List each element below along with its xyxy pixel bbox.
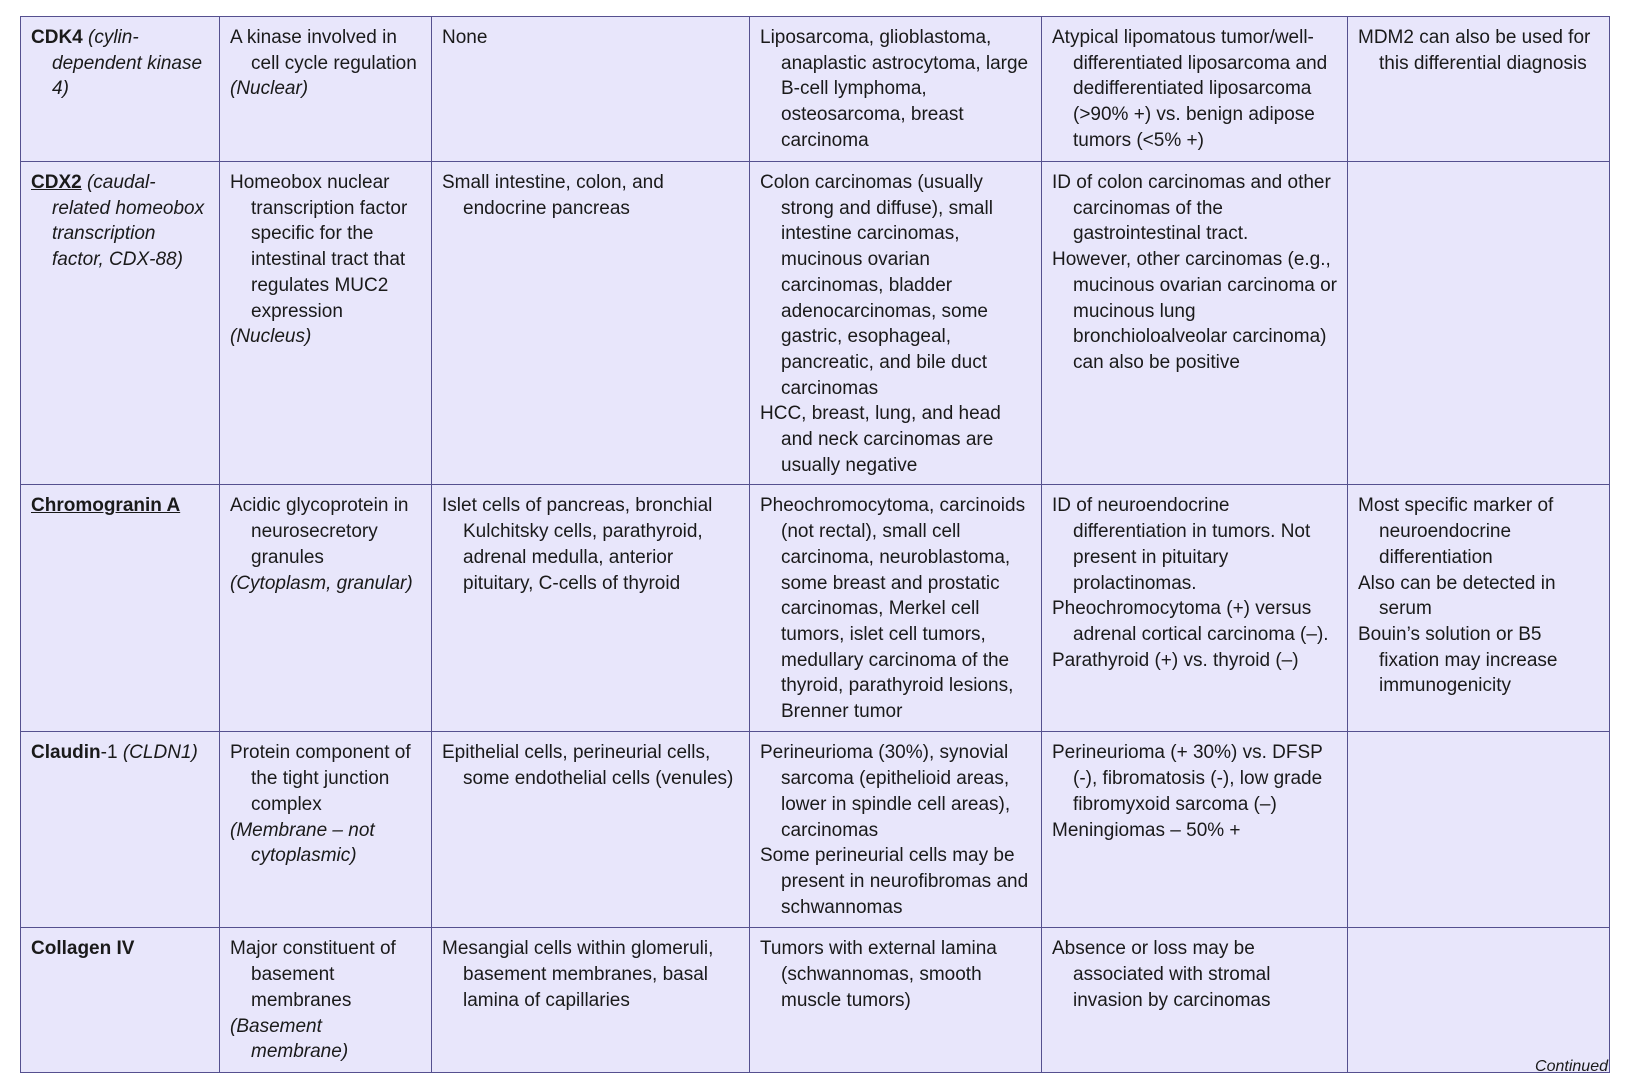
marker-cell: Claudin-1 (CLDN1): [21, 732, 220, 928]
comments-cell: [1348, 732, 1610, 928]
tumor-cell: Perineurioma (30%), synovial sarcoma (epithelioid areas, lower in spindle cell areas), carcinomas Some perineurial cells may be present in neurofibromas and schwannomas: [750, 732, 1042, 928]
normal-tissue-cell: None: [432, 17, 750, 162]
table-row: [21, 928, 1610, 1073]
function-cell: Protein component of the tight junction complex (Membrane – not cytoplasmic): [220, 732, 432, 928]
function-cell: Major constituent of basement membranes (Basement membrane): [220, 928, 432, 1073]
table-row: [21, 485, 1610, 732]
function-cell: A kinase involved in cell cycle regulation (Nuclear): [220, 17, 432, 162]
table-row: [21, 17, 1610, 162]
comments-cell: MDM2 can also be used for this differential diagnosis: [1348, 17, 1610, 162]
tumor-cell: Tumors with external lamina (schwannomas, smooth muscle tumors): [750, 928, 1042, 1073]
comments-cell: Most specific marker of neuroendocrine differentiation Also can be detected in serum Bouin’s solution or B5 fixation may increase immunogenicity: [1348, 485, 1610, 732]
diagnostic-use-cell: ID of colon carcinomas and other carcinomas of the gastrointestinal tract. However, other carcinomas (e.g., mucinous ovarian carcinoma or mucinous lung bronchioloalveolar carcinoma) can also be positive: [1042, 162, 1348, 485]
table-row: [21, 162, 1610, 485]
function-cell: Homeobox nuclear transcription factor specific for the intestinal tract that regulates MUC2 expression (Nucleus): [220, 162, 432, 485]
marker-cell: CDK4 (cylin-dependent kinase 4): [21, 17, 220, 162]
comments-cell: [1348, 162, 1610, 485]
comments-cell: [1348, 928, 1610, 1073]
diagnostic-use-cell: Perineurioma (+ 30%) vs. DFSP (-), fibromatosis (-), low grade fibromyxoid sarcoma (–) Meningiomas – 50% +: [1042, 732, 1348, 928]
table-row: [21, 732, 1610, 928]
marker-cell: CDX2 (caudal-related homeobox transcription factor, CDX-88): [21, 162, 220, 485]
diagnostic-use-cell: Atypical lipomatous tumor/well-differentiated liposarcoma and dedifferentiated liposarcoma (>90% +) vs. benign adipose tumors (<5% +): [1042, 17, 1348, 162]
normal-tissue-cell: Islet cells of pancreas, bronchial Kulchitsky cells, parathyroid, adrenal medulla, anterior pituitary, C-cells of thyroid: [432, 485, 750, 732]
continued-note: Continued: [1535, 1058, 1608, 1075]
normal-tissue-cell: Small intestine, colon, and endocrine pancreas: [432, 162, 750, 485]
normal-tissue-cell: Mesangial cells within glomeruli, basement membranes, basal lamina of capillaries: [432, 928, 750, 1073]
tumor-cell: Liposarcoma, glioblastoma, anaplastic astrocytoma, large B-cell lymphoma, osteosarcoma, breast carcinoma: [750, 17, 1042, 162]
immunomarker-table: [20, 16, 1610, 1073]
tumor-cell: Colon carcinomas (usually strong and diffuse), small intestine carcinomas, mucinous ovarian carcinomas, bladder adenocarcinomas, some gastric, esophageal, pancreatic, and bile duct carcinomas HCC, breast, lung, and head and neck carcinomas are usually negative: [750, 162, 1042, 485]
marker-cell: Chromogranin A: [21, 485, 220, 732]
diagnostic-use-cell: Absence or loss may be associated with stromal invasion by carcinomas: [1042, 928, 1348, 1073]
normal-tissue-cell: Epithelial cells, perineurial cells, some endothelial cells (venules): [432, 732, 750, 928]
function-cell: Acidic glycoprotein in neurosecretory granules (Cytoplasm, granular): [220, 485, 432, 732]
marker-cell: Collagen IV: [21, 928, 220, 1073]
tumor-cell: Pheochromocytoma, carcinoids (not rectal), small cell carcinoma, neuroblastoma, some breast and prostatic carcinomas, Merkel cell tumors, islet cell tumors, medullary carcinoma of the thyroid, parathyroid lesions, Brenner tumor: [750, 485, 1042, 732]
diagnostic-use-cell: ID of neuroendocrine differentiation in tumors. Not present in pituitary prolactinomas. Pheochromocytoma (+) versus adrenal cortical carcinoma (–). Parathyroid (+) vs. thyroid (–): [1042, 485, 1348, 732]
